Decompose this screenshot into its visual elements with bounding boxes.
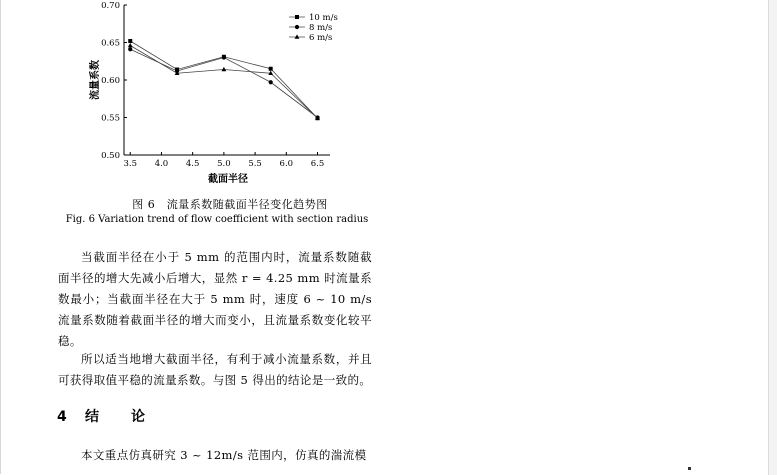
data-point bbox=[128, 39, 132, 43]
data-point bbox=[269, 67, 273, 71]
chart-legend bbox=[289, 13, 338, 43]
chart-series bbox=[128, 39, 320, 120]
legend-marker bbox=[295, 25, 299, 29]
x-tick-label: 5.0 bbox=[217, 159, 231, 169]
x-tick-label: 4.0 bbox=[154, 159, 169, 169]
legend-label: 6 m/s bbox=[309, 33, 333, 43]
data-point bbox=[269, 80, 273, 84]
y-tick-label: 0.55 bbox=[101, 113, 120, 124]
body-paragraph: 本文重点仿真研究 3 ~ 12m/s 范围内，仿真的湍流模 bbox=[81, 448, 367, 462]
legend-label: 10 m/s bbox=[309, 13, 338, 23]
vertical-scrollbar[interactable] bbox=[768, 0, 777, 475]
scan-artifact bbox=[688, 467, 691, 470]
x-tick-label: 6.0 bbox=[279, 159, 294, 169]
section-number: 4 bbox=[57, 409, 67, 425]
x-axis-label: 截面半径 bbox=[208, 174, 248, 185]
figure-caption-english: Fig. 6 Variation trend of flow coefficient with section radius bbox=[65, 214, 369, 225]
x-tick-label: 5.5 bbox=[248, 159, 262, 169]
y-tick-label: 0.65 bbox=[101, 38, 120, 49]
data-point bbox=[221, 67, 226, 71]
section-heading bbox=[57, 406, 145, 426]
y-tick-label: 0.50 bbox=[101, 151, 120, 161]
data-point bbox=[128, 47, 132, 51]
y-tick-label: 0.60 bbox=[101, 76, 120, 86]
x-tick-label: 3.5 bbox=[123, 159, 138, 169]
y-tick-label: 0.70 bbox=[101, 1, 120, 11]
flow-coefficient-chart bbox=[0, 0, 400, 195]
section-title-char: 论 bbox=[131, 409, 145, 425]
chart-ticks bbox=[101, 1, 324, 169]
body-paragraph: 所以适当地增大截面半径，有利于减小流量系数，并且可获得取值平稳的流量系数。与图 5 得出的结论是一致的。 bbox=[58, 352, 372, 387]
data-point bbox=[222, 55, 226, 59]
x-tick-label: 6.5 bbox=[310, 159, 325, 169]
legend-marker bbox=[295, 15, 299, 19]
figure-caption-chinese: 图 6 流量系数随截面半径变化趋势图 bbox=[132, 198, 328, 211]
x-tick-label: 4.5 bbox=[185, 159, 200, 169]
section-title-char: 结 bbox=[85, 409, 99, 425]
legend-label: 8 m/s bbox=[309, 23, 333, 33]
chart-axes bbox=[124, 5, 333, 155]
body-paragraph: 当截面半径在小于 5 mm 的范围内时，流量系数随截面半径的增大先减小后增大，显然 r = 4.25 mm 时流量系数最小；当截面半径在大于 5 mm 时，速度 6 ~ 10 m/s 流量系数随着截面半径的增大而变小，且流量系数变化较平稳。 bbox=[58, 250, 372, 348]
data-point bbox=[128, 43, 133, 47]
y-axis-label: 流量系数 bbox=[90, 60, 101, 100]
series-line bbox=[130, 41, 317, 118]
